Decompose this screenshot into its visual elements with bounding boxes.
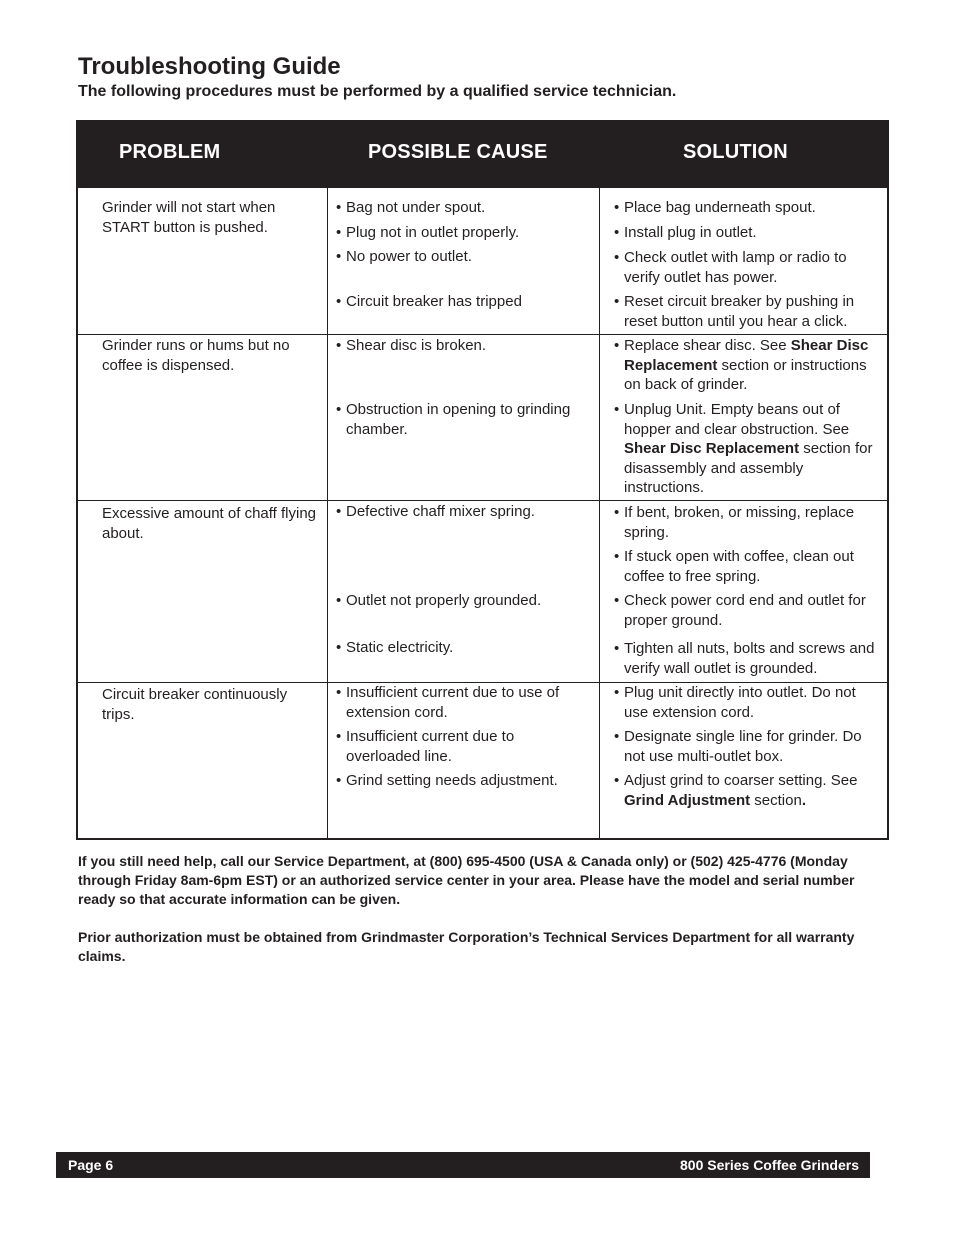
table-row-causes [336, 502, 590, 672]
header-solution: SOLUTION [683, 141, 788, 163]
cause-item: • Circuit breaker has tripped [336, 292, 590, 312]
solution-item: • Check outlet with lamp or radio to verify outlet has power. [614, 248, 884, 287]
cause-item: • Plug not in outlet properly. [336, 223, 590, 243]
table-header [78, 122, 887, 188]
table-row-solutions [614, 336, 884, 496]
table-row-solutions [614, 503, 884, 679]
header-problem: PROBLEM [119, 141, 221, 163]
service-help-text: If you still need help, call our Service Department, at (800) 695-4500 (USA & Canada only) or (502) 425-4776 (Monday through Friday 8am-6pm EST) or an authorized service center in your area. Please have the model and serial number ready so that accurate information can be given. [78, 853, 855, 907]
cause-item: • No power to outlet. [336, 247, 590, 267]
solution-item: • Tighten all nuts, bolts and screws and verify wall outlet is grounded. [614, 639, 884, 678]
table-row-problem: Grinder will not start when START button is pushed. [102, 199, 276, 236]
table-row-problem: Excessive amount of chaff flying about. [102, 505, 316, 542]
solution-item: • Replace shear disc. See Shear Disc Replacement section or instructions on back of grinder. [614, 336, 884, 395]
cause-item: • Insufficient current due to overloaded line. [336, 727, 590, 766]
row-divider [78, 334, 887, 335]
cause-item: • Obstruction in opening to grinding chamber. [336, 400, 590, 439]
table-row-solutions [614, 198, 884, 334]
product-series: 800 Series Coffee Grinders [680, 1157, 859, 1173]
cause-item: • Static electricity. [336, 638, 590, 658]
column-divider [599, 188, 600, 838]
cause-item: • Grind setting needs adjustment. [336, 771, 590, 791]
page-subtitle: The following procedures must be performed by a qualified service technician. [78, 83, 677, 100]
table-row-solutions [614, 683, 884, 813]
table-row-problem: Grinder runs or hums but no coffee is dispensed. [102, 337, 290, 374]
solution-item: • Check power cord end and outlet for proper ground. [614, 591, 884, 630]
warranty-note: Prior authorization must be obtained from Grindmaster Corporation’s Technical Services Department for all warranty claims. [78, 929, 855, 964]
table-row-causes [336, 198, 590, 328]
column-divider [327, 188, 328, 838]
cause-item: • Insufficient current due to use of extension cord. [336, 683, 590, 722]
row-divider [78, 500, 887, 501]
solution-item: • Place bag underneath spout. [614, 198, 884, 218]
solution-item: • Designate single line for grinder. Do not use multi-outlet box. [614, 727, 884, 766]
page-title: Troubleshooting Guide [78, 53, 341, 80]
cause-item: • Bag not under spout. [336, 198, 590, 218]
solution-item: • Adjust grind to coarser setting. See Grind Adjustment section. [614, 771, 884, 810]
page-footer [56, 1152, 870, 1178]
cause-item: • Shear disc is broken. [336, 336, 590, 356]
page-number: Page 6 [68, 1157, 114, 1173]
table-row-problem: Circuit breaker continuously trips. [102, 686, 288, 723]
cause-item: • Defective chaff mixer spring. [336, 502, 590, 522]
solution-item: • Unplug Unit. Empty beans out of hopper and clear obstruction. See Shear Disc Replacement section for disassembly and assembly instructions. [614, 400, 884, 498]
solution-item: • Install plug in outlet. [614, 223, 884, 243]
table-row-causes [336, 336, 590, 496]
header-possible-cause: POSSIBLE CAUSE [368, 141, 548, 163]
troubleshooting-table [76, 120, 889, 840]
solution-item: • Reset circuit breaker by pushing in reset button until you hear a click. [614, 292, 884, 331]
solution-item: • If stuck open with coffee, clean out coffee to free spring. [614, 547, 884, 586]
solution-item: • Plug unit directly into outlet. Do not use extension cord. [614, 683, 884, 722]
solution-item: • If bent, broken, or missing, replace spring. [614, 503, 884, 542]
table-row-causes [336, 683, 590, 793]
cause-item: • Outlet not properly grounded. [336, 591, 590, 611]
